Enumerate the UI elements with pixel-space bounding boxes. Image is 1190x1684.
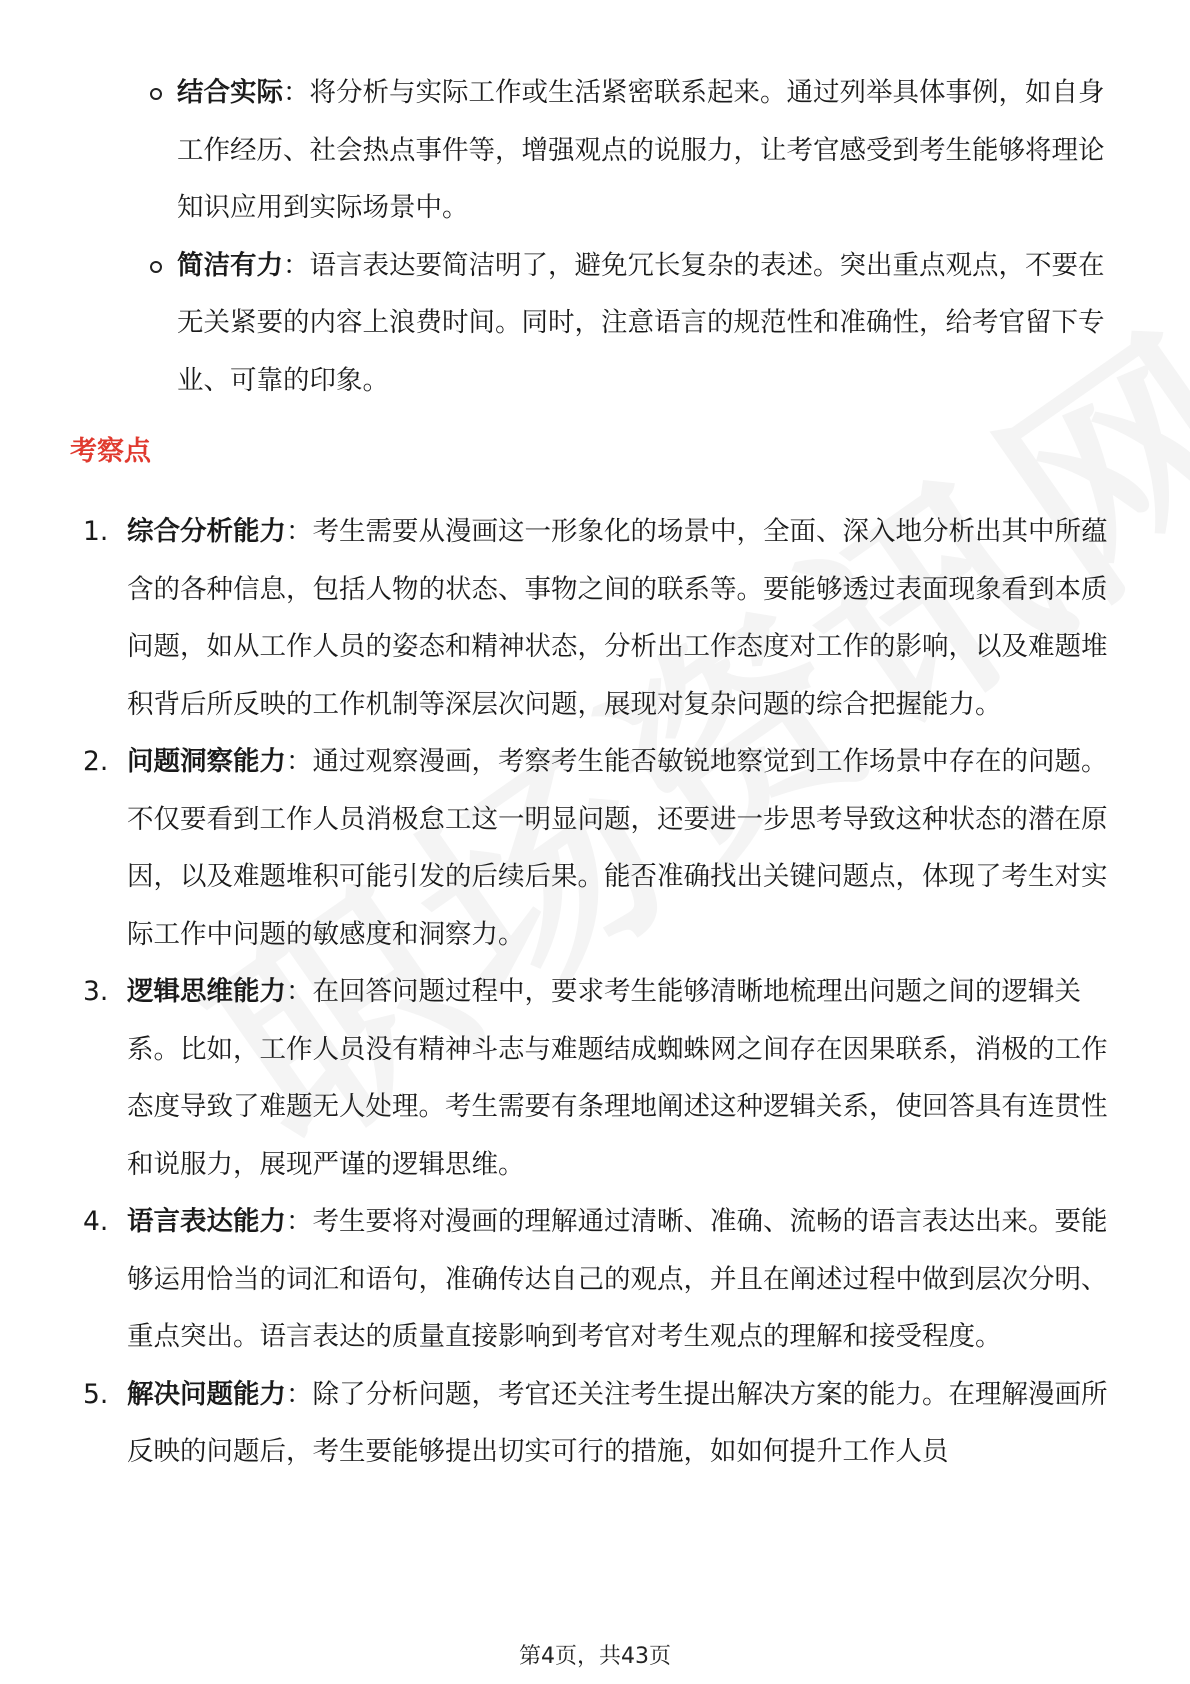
bullet-separator: ： [283,249,310,281]
item-text: 在回答问题过程中，要求考生能够清晰地梳理出问题之间的逻辑关系。比如，工作人员没有精神斗志与难题结成蜘蛛网之间存在因果联系，消极的工作态度导致了难题无人处理。考生需要有条理地阐述这种逻辑关系，使回答具有连贯性和说服力，展现严谨的逻辑思维。 [127,976,1108,1180]
hollow-bullet-icon [150,88,162,100]
item-text: 通过观察漫画，考察考生能否敏锐地察觉到工作场景中存在的问题。不仅要看到工作人员消极怠工这一明显问题，还要进一步思考导致这种状态的潜在原因，以及难题堆积可能引发的后续后果。能否准确找出关键问题点，体现了考生对实际工作中问题的敏感度和洞察力。 [127,746,1108,950]
bullet-list [150,64,1110,409]
item-separator: ： [286,746,313,777]
bullet-item [150,64,1110,237]
list-number: 1. [83,516,109,547]
item-separator: ： [286,1378,313,1410]
bullet-separator: ： [283,77,310,108]
item-term: 语言表达能力 [127,1206,286,1237]
item-text: 考生需要从漫画这一形象化的场景中，全面、深入地分析出其中所蕴含的各种信息，包括人物的状态、事物之间的联系等。要能够透过表面现象看到本质问题，如从工作人员的姿态和精神状态，分析出工作态度对工作的影响，以及难题堆积背后所反映的工作机制等深层次问题，展现对复杂问题的综合把握能力。 [127,516,1108,720]
bullet-item [150,237,1110,410]
bullet-text: 语言表达要简洁明了，避免冗长复杂的表述。突出重点观点，不要在无关紧要的内容上浪费时间。同时，注意语言的规范性和准确性，给考官留下专业、可靠的印象。 [177,249,1105,396]
bullet-term: 简洁有力 [177,249,283,281]
list-item [83,733,1113,963]
list-item [83,1366,1113,1481]
list-item [83,963,1113,1193]
item-term: 综合分析能力 [127,516,286,547]
item-term: 逻辑思维能力 [127,976,286,1007]
list-number: 2. [83,746,109,777]
item-separator: ： [286,976,313,1007]
hollow-bullet-icon [150,261,162,273]
bullet-text: 将分析与实际工作或生活紧密联系起来。通过列举具体事例，如自身工作经历、社会热点事件等，增强观点的说服力，让考官感受到考生能够将理论知识应用到实际场景中。 [177,77,1105,223]
item-separator: ： [286,1206,313,1237]
list-item [83,503,1113,733]
numbered-list [83,503,1113,1481]
item-text: 除了分析问题，考官还关注考生提出解决方案的能力。在理解漫画所反映的问题后，考生要能够提出切实可行的措施，如如何提升工作人员 [127,1378,1108,1467]
item-term: 问题洞察能力 [127,746,286,777]
item-text: 考生要将对漫画的理解通过清晰、准确、流畅的语言表达出来。要能够运用恰当的词汇和语句，准确传达自己的观点，并且在阐述过程中做到层次分明、重点突出。语言表达的质量直接影响到考官对考生观点的理解和接受程度。 [127,1206,1108,1352]
list-number: 4. [83,1206,109,1237]
list-number: 5. [83,1378,109,1410]
list-number: 3. [83,976,109,1007]
list-item [83,1193,1113,1366]
page-footer: 第4页，共43页 [519,1644,671,1669]
section-title: 考察点 [70,436,151,467]
bullet-term: 结合实际 [177,77,283,108]
item-separator: ： [286,516,313,547]
item-term: 解决问题能力 [127,1378,286,1410]
